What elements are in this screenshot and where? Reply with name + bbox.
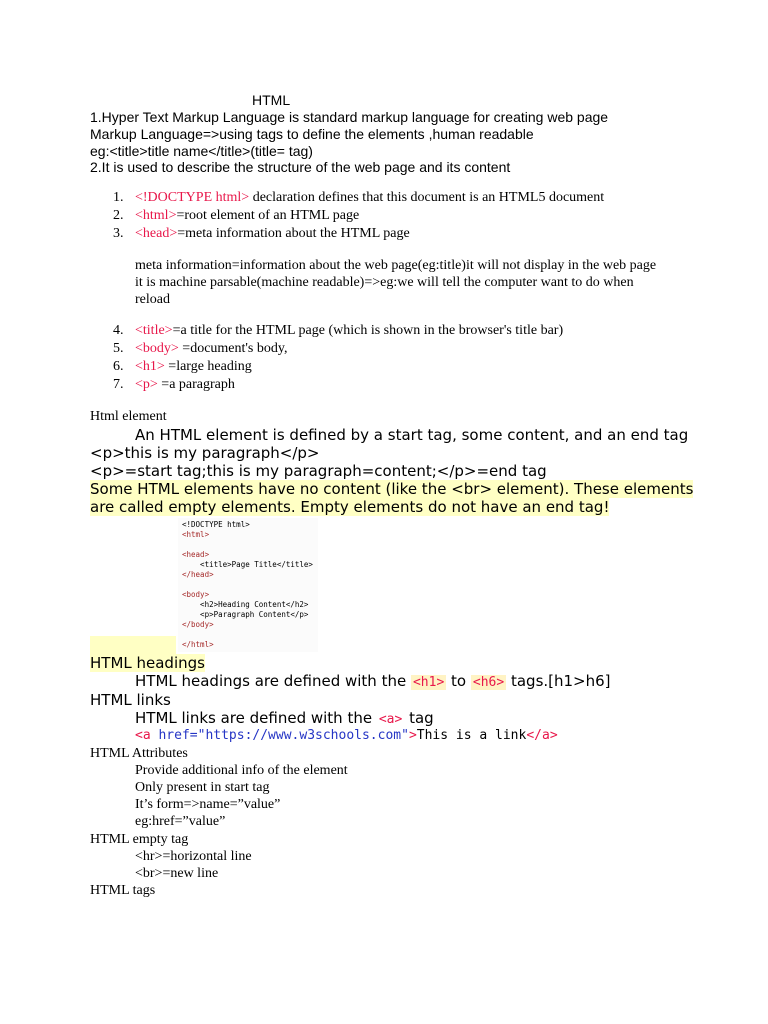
tag-description: =large heading: [164, 359, 252, 374]
tag-name: <head>: [135, 226, 178, 241]
tag-description: =root element of an HTML page: [176, 208, 360, 223]
headings-description: [135, 672, 611, 692]
section-heading-html-tags: HTML tags: [90, 883, 156, 898]
empty-elements-note-line-2: [90, 498, 609, 516]
list-number: 6.: [113, 359, 124, 374]
tag-name: <h1>: [135, 359, 165, 374]
list-number: 4.: [113, 323, 124, 338]
empty-elements-note-line-1: [90, 480, 693, 498]
code-text: This is a link: [416, 728, 527, 743]
code-line: </body>: [182, 620, 214, 629]
h1-tag: <h1>: [412, 675, 445, 690]
headings-text: tags.[h1>h6]: [506, 672, 611, 690]
tag-name: <body>: [135, 341, 179, 356]
section-heading-html-empty-tag: HTML empty tag: [90, 832, 189, 847]
links-text: HTML links are defined with the: [135, 709, 377, 727]
a-tag: <a>: [378, 712, 403, 727]
highlight: HTML headings: [90, 654, 205, 672]
highlight: are called empty elements. Empty elements do not have an end tag!: [90, 498, 610, 516]
code-tag-close: >: [408, 728, 417, 743]
tag-name: <title>: [135, 323, 173, 338]
element-definition: An HTML element is defined by a start tag, some content, and an end tag: [135, 426, 689, 444]
intro-line-3: eg:<title>title name</title>(title= tag): [90, 143, 313, 159]
element-explanation: <p>=start tag;this is my paragraph=content;</p>=end tag: [90, 462, 547, 480]
code-line: <body>: [182, 590, 210, 599]
tag-name: <p>: [135, 377, 158, 392]
code-line: <p>Paragraph Content</p>: [182, 610, 309, 619]
code-line: <head>: [182, 550, 210, 559]
element-example: <p>this is my paragraph</p>: [90, 444, 320, 462]
empty-tag-item: <hr>=horizontal line: [135, 849, 252, 864]
list-number: 5.: [113, 341, 124, 356]
list-number: 1.: [113, 190, 124, 205]
links-text: tag: [404, 709, 434, 727]
meta-note-line-1: meta information=information about the web page(eg:title)it will not display in the web page: [135, 258, 657, 273]
tag-description: =document's body,: [178, 341, 288, 356]
headings-text: HTML headings are defined with the: [135, 672, 411, 690]
list-item: [113, 322, 563, 340]
intro-line-2: Markup Language=>using tags to define the elements ,human readable: [90, 126, 534, 142]
meta-note-line-3: reload: [135, 292, 170, 307]
list-item: [113, 358, 252, 376]
tag-description: =meta information about the HTML page: [177, 226, 410, 241]
section-heading-html-headings: [90, 654, 205, 672]
links-description: [135, 709, 434, 729]
list-item: [113, 189, 604, 207]
attribute-item: Provide additional info of the element: [135, 763, 348, 778]
tag-description: =a title for the HTML page (which is shown in the browser's title bar): [172, 323, 564, 338]
section-heading-html-links: HTML links: [90, 691, 171, 709]
h6-tag: <h6>: [472, 675, 505, 690]
meta-note-line-2: it is machine parsable(machine readable)=>eg:we will tell the computer want to do when: [135, 275, 634, 290]
tag-name: <!DOCTYPE html>: [135, 190, 250, 205]
intro-line-1: 1.Hyper Text Markup Language is standard markup language for creating web page: [90, 109, 609, 125]
intro-line-4: 2.It is used to describe the structure of the web page and its content: [90, 159, 511, 175]
code-line: <title>Page Title</title>: [182, 560, 313, 569]
headings-text: to: [446, 672, 471, 690]
code-line: </html>: [182, 640, 214, 649]
list-item: [113, 340, 287, 358]
list-item: [113, 207, 359, 225]
code-line: <html>: [182, 530, 210, 539]
list-number: 2.: [113, 208, 124, 223]
section-heading-html-attributes: HTML Attributes: [90, 746, 188, 761]
empty-tag-item: <br>=new line: [135, 866, 219, 881]
list-item: [113, 225, 410, 243]
attribute-item: eg:href=”value”: [135, 814, 226, 829]
code-tag-end: </a>: [526, 728, 558, 743]
code-tag-open: <a: [135, 728, 151, 743]
section-heading-html-element: Html element: [90, 409, 167, 424]
list-item: [113, 376, 235, 394]
tag-name: <html>: [135, 208, 177, 223]
list-number: 7.: [113, 377, 124, 392]
tag-description: declaration defines that this document is an HTML5 document: [249, 190, 605, 205]
tag-description: =a paragraph: [157, 377, 235, 392]
code-line: </head>: [182, 570, 214, 579]
page-title: HTML: [252, 92, 291, 108]
attribute-item: Only present in start tag: [135, 780, 270, 795]
attribute-item: It’s form=>name=”value”: [135, 797, 281, 812]
code-line: <h2>Heading Content</h2>: [182, 600, 309, 609]
list-number: 3.: [113, 226, 124, 241]
link-code-example: [135, 728, 558, 743]
code-attribute: href="https://www.w3schools.com": [150, 728, 409, 743]
highlight: Some HTML elements have no content (like the <br> element). These elements: [90, 480, 694, 498]
code-line: <!DOCTYPE html>: [182, 520, 250, 529]
